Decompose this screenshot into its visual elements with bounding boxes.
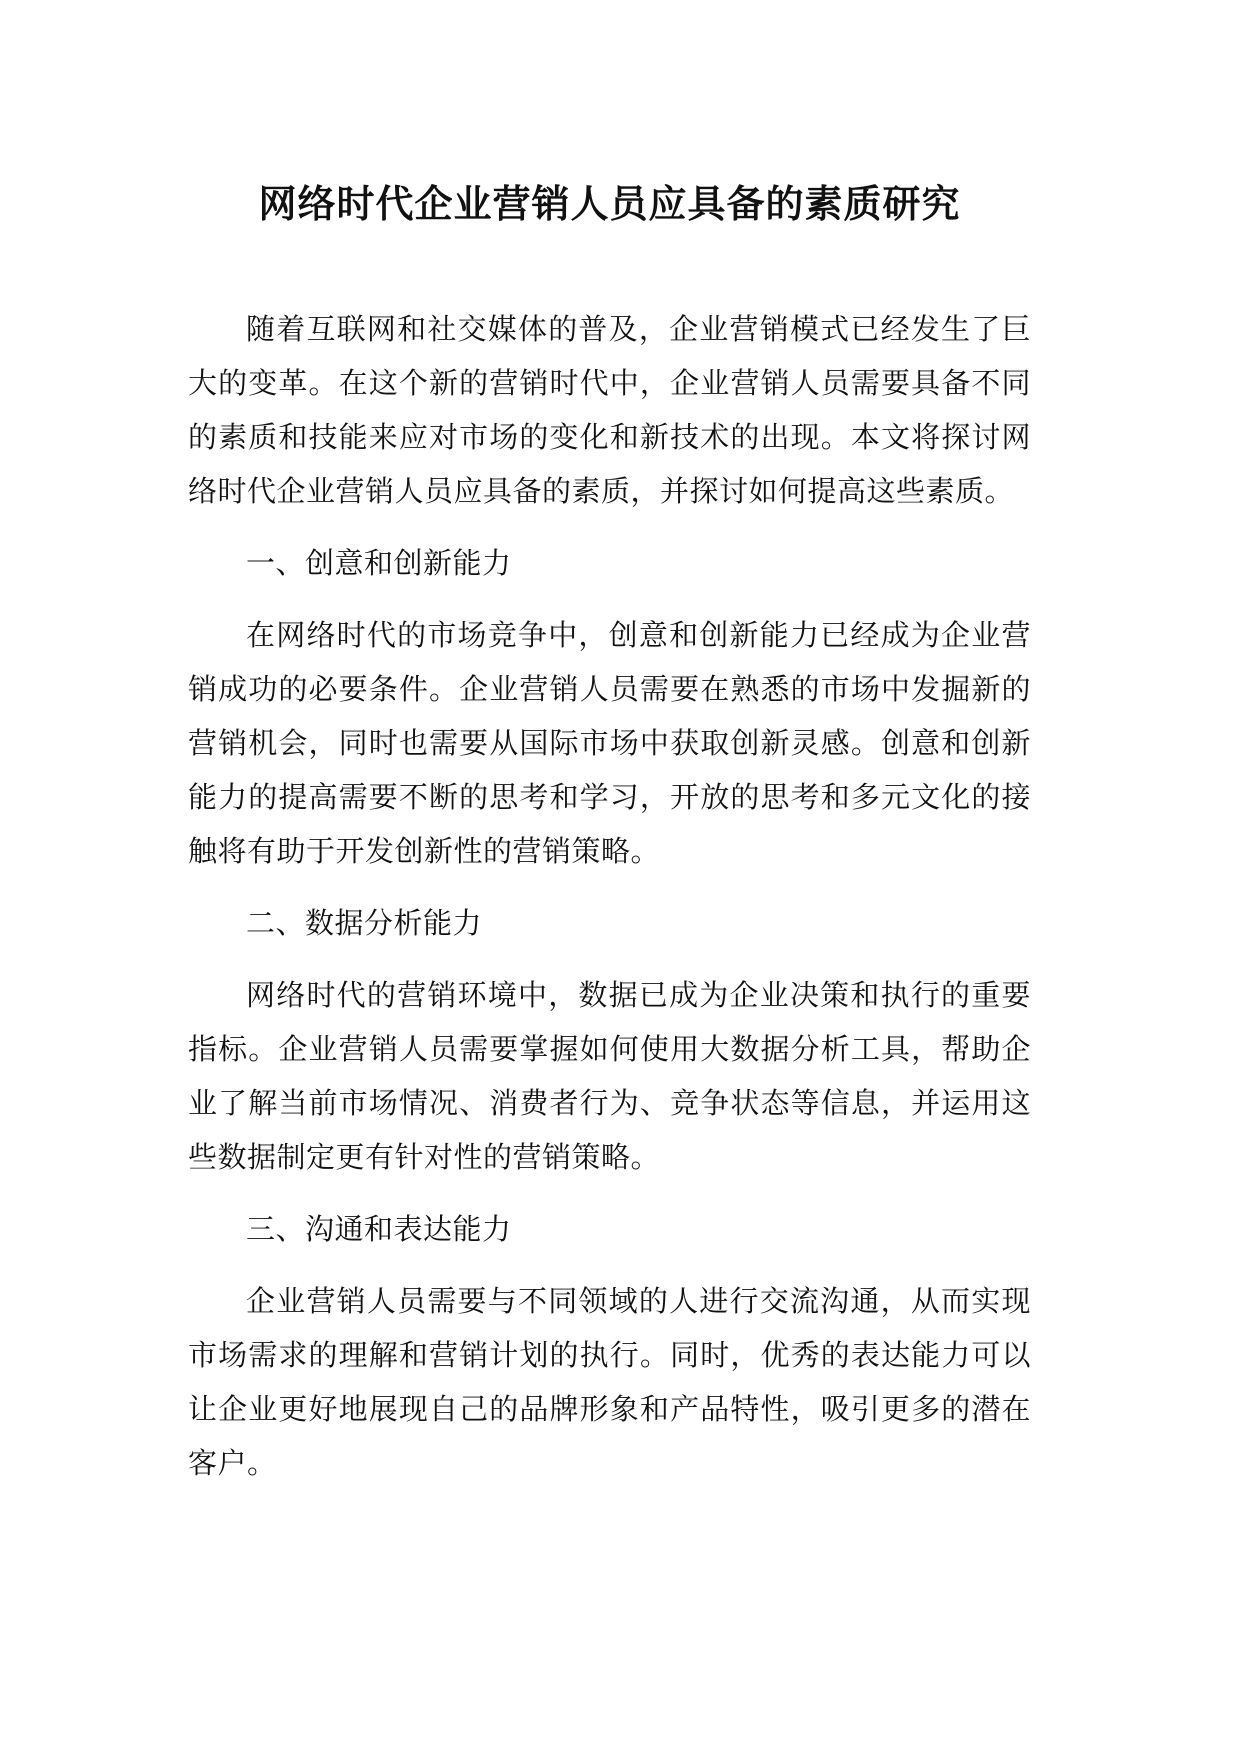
document-body bbox=[188, 302, 1031, 1508]
section-heading-creativity: 一、创意和创新能力 bbox=[246, 546, 512, 580]
section-heading-data-analysis: 二、数据分析能力 bbox=[246, 906, 483, 940]
section-heading-communication: 三、沟通和表达能力 bbox=[246, 1212, 512, 1246]
intro-paragraph: 随着互联网和社交媒体的普及，企业营销模式已经发生了巨大的变革。在这个新的营销时代中，企业营销人员需要具备不同的素质和技能来应对市场的变化和新技术的出现。本文将探讨网络时代企业营销人员应具备的素质，并探讨如何提高这些素质。 bbox=[188, 312, 1031, 508]
section-text-data-analysis: 网络时代的营销环境中，数据已成为企业决策和执行的重要指标。企业营销人员需要掌握如何使用大数据分析工具，帮助企业了解当前市场情况、消费者行为、竞争状态等信息，并运用这些数据制定更有针对性的营销策略。 bbox=[188, 978, 1031, 1174]
section-text-creativity: 在网络时代的市场竞争中，创意和创新能力已经成为企业营销成功的必要条件。企业营销人员需要在熟悉的市场中发掘新的营销机会，同时也需要从国际市场中获取创新灵感。创意和创新能力的提高需要不断的思考和学习，开放的思考和多元文化的接触将有助于开发创新性的营销策略。 bbox=[188, 618, 1031, 868]
section-text-communication: 企业营销人员需要与不同领域的人进行交流沟通，从而实现市场需求的理解和营销计划的执行。同时，优秀的表达能力可以让企业更好地展现自己的品牌形象和产品特性，吸引更多的潜在客户。 bbox=[188, 1284, 1031, 1480]
document-title: 网络时代企业营销人员应具备的素质研究 bbox=[258, 182, 961, 226]
